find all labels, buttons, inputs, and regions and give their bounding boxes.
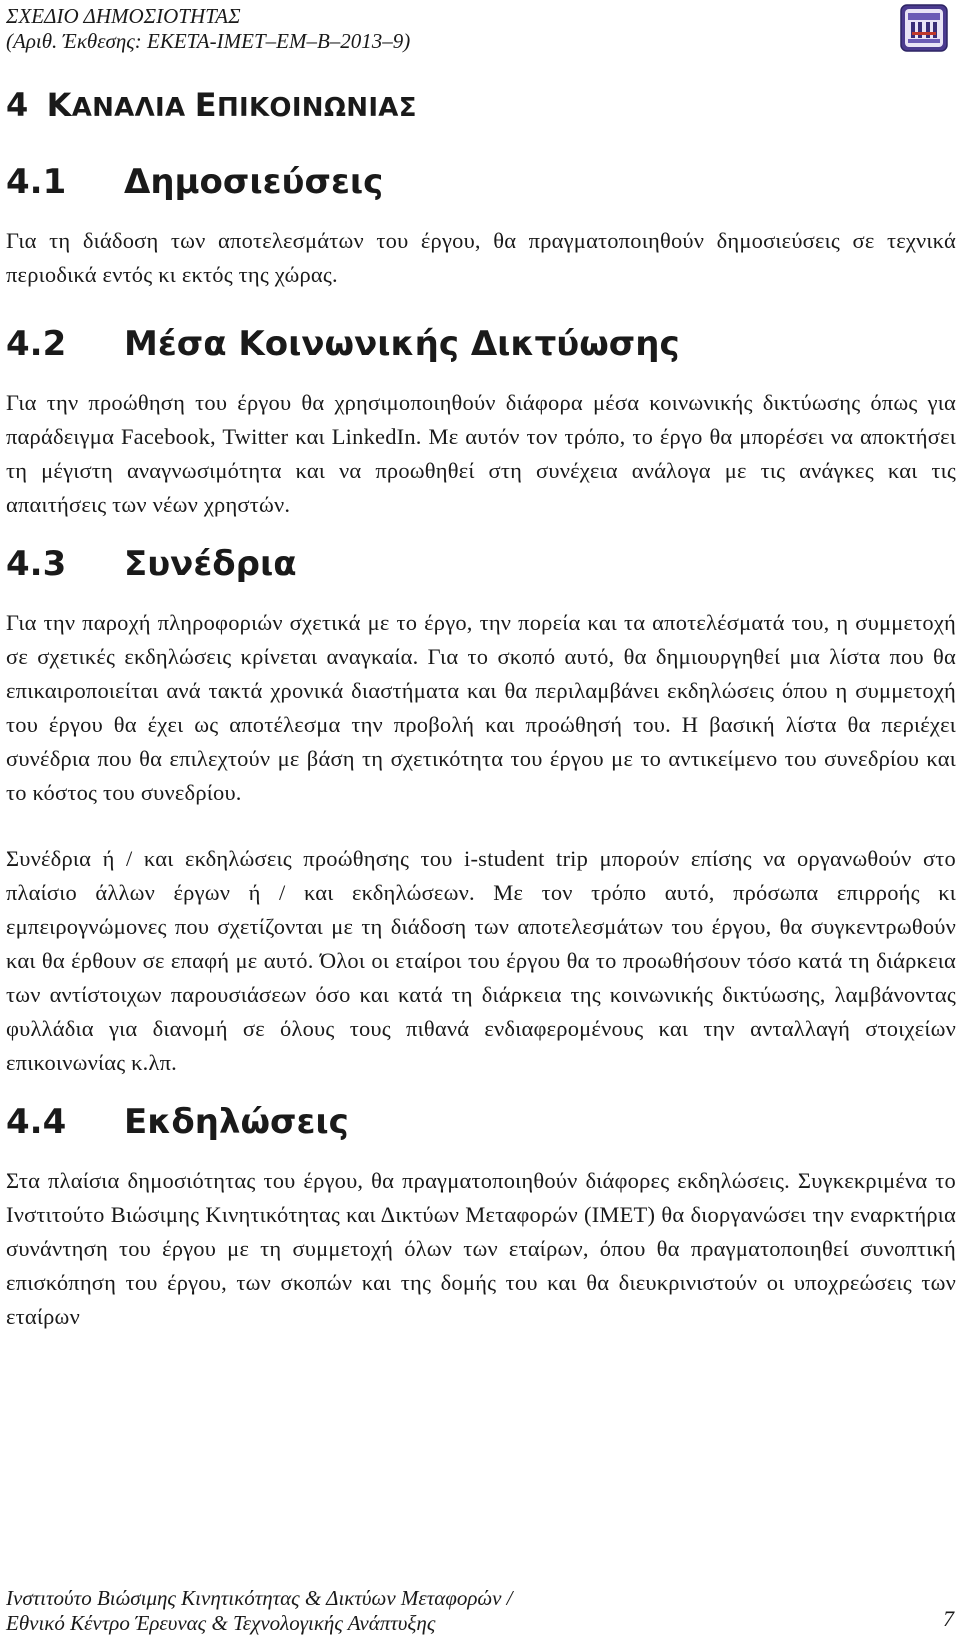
chapter-title-initial-2: Ε: [194, 86, 217, 124]
section-title: Δημοσιεύσεις: [124, 162, 384, 202]
paragraph: Για την προώθηση του έργου θα χρησιμοποιηθούν διάφορα μέσα κοινωνικής δικτύωσης όπως για παράδειγμα Facebook, Twitter και LinkedIn. Με αυτόν τον τρόπο, το έργο θα μπορέσει να αποκτήσει τη μέγιστη αναγνωσιμότητα και να προωθηθεί στη συνέχεια ανάλογα με τις ανάγκες και τις απαιτήσεις των νέων χρηστών.: [6, 390, 956, 517]
section-title: Μέσα Κοινωνικής Δικτύωσης: [124, 324, 680, 364]
section-number: 4.2: [6, 324, 67, 364]
institute-logo-icon: [900, 4, 948, 52]
chapter-heading: [6, 86, 956, 124]
header-report-number: (Αριθ. Έκθεσης: ΕΚΕΤΑ-ΙΜΕΤ–ΕΜ–Β–2013–9): [6, 29, 411, 53]
section-heading-4-4: [6, 1102, 956, 1142]
paragraph: Για την παροχή πληροφοριών σχετικά με το έργο, την πορεία και τα αποτελέσματά του, η συμμετοχή σε σχετικές εκδηλώσεις κρίνεται αναγκαία. Για το σκοπό αυτό, θα δημιουργηθεί μια λίστα που θα επικαιροποιείται ανά τακτά χρονικά διαστήματα και θα περιλαμβάνει εκδηλώσεις όπου η συμμετοχή του έργου θα έχει ως αποτέλεσμα την προβολή και προώθησή του. Η βασική λίστα θα περιέχει συνέδρια που θα επιλεχτούν με βάση τη σχετικότητα του έργου με το αντικείμενο του συνεδρίου και το κόστος του συνεδρίου.: [6, 610, 956, 805]
section-title: Συνέδρια: [124, 544, 297, 584]
chapter-title-initial-1: Κ: [46, 86, 72, 124]
paragraph: Συνέδρια ή / και εκδηλώσεις προώθησης του i-student trip μπορούν επίσης να οργανωθούν στο πλαίσιο άλλων έργων ή / και εκδηλώσεων. Με τον τρόπο αυτό, πρόσωπα επιρροής κι εμπειρογνώμονες που σχετίζονται με τη διάδοση των αποτελεσμάτων του έργου, θα συγκεντρωθούν και θα έρθουν σε επαφή με αυτό. Όλοι οι εταίροι του έργου θα το προωθήσουν τόσο κατά τη διάρκεια των αντίστοιχων παρουσιάσεων όσο και κατά τη διάρκεια της κοινωνικής δικτύωσης, λαμβάνοντας φυλλάδια για διανομή σε όλους τους πιθανά ενδιαφερομένους και την ανταλλαγή στοιχείων επικοινωνίας κ.λπ.: [6, 846, 956, 1075]
chapter-number: 4: [6, 86, 29, 124]
section-number: 4.1: [6, 162, 67, 202]
section-number: 4.3: [6, 544, 67, 584]
section-number: 4.4: [6, 1102, 67, 1142]
chapter-title-rest-2: ΠΙΚΟΙΝΩΝΙΑΣ: [216, 93, 417, 123]
header-title: ΣΧΕΔΙΟ ΔΗΜΟΣΙΟΤΗΤΑΣ: [6, 4, 241, 28]
section-heading-4-3: [6, 544, 956, 584]
paragraph: Για τη διάδοση των αποτελεσμάτων του έργου, θα πραγματοποιηθούν δημοσιεύσεις σε τεχνικά περιοδικά εντός κι εκτός της χώρας.: [6, 228, 956, 287]
page-header: [6, 4, 954, 54]
chapter-title-rest-1: ΑΝΑΛΙΑ: [71, 93, 195, 123]
page-footer: [6, 1586, 954, 1636]
section-heading-4-1: [6, 162, 956, 202]
footer-centre: Εθνικό Κέντρο Έρευνας & Τεχνολογικής Ανάπτυξης: [6, 1611, 436, 1635]
document-body: [6, 86, 956, 1356]
page-number: 7: [943, 1606, 954, 1631]
section-heading-4-2: [6, 324, 956, 364]
section-title: Εκδηλώσεις: [124, 1102, 349, 1142]
footer-institute: Ινστιτούτο Βιώσιμης Κινητικότητας & Δικτύων Μεταφορών /: [6, 1586, 513, 1610]
paragraph: Στα πλαίσια δημοσιότητας του έργου, θα πραγματοποιηθούν διάφορες εκδηλώσεις. Συγκεκριμένα το Ινστιτούτο Βιώσιμης Κινητικότητας και Δικτύων Μεταφορών (ΙΜΕΤ) θα διοργανώσει την εναρκτήρια συνάντηση του έργου με τη συμμετοχή όλων των εταίρων, όπου θα πραγματοποιηθεί συνοπτική επισκόπηση του έργου, των σκοπών και της δομής του και θα διευκρινιστούν οι υποχρεώσεις των εταίρων: [6, 1168, 956, 1329]
